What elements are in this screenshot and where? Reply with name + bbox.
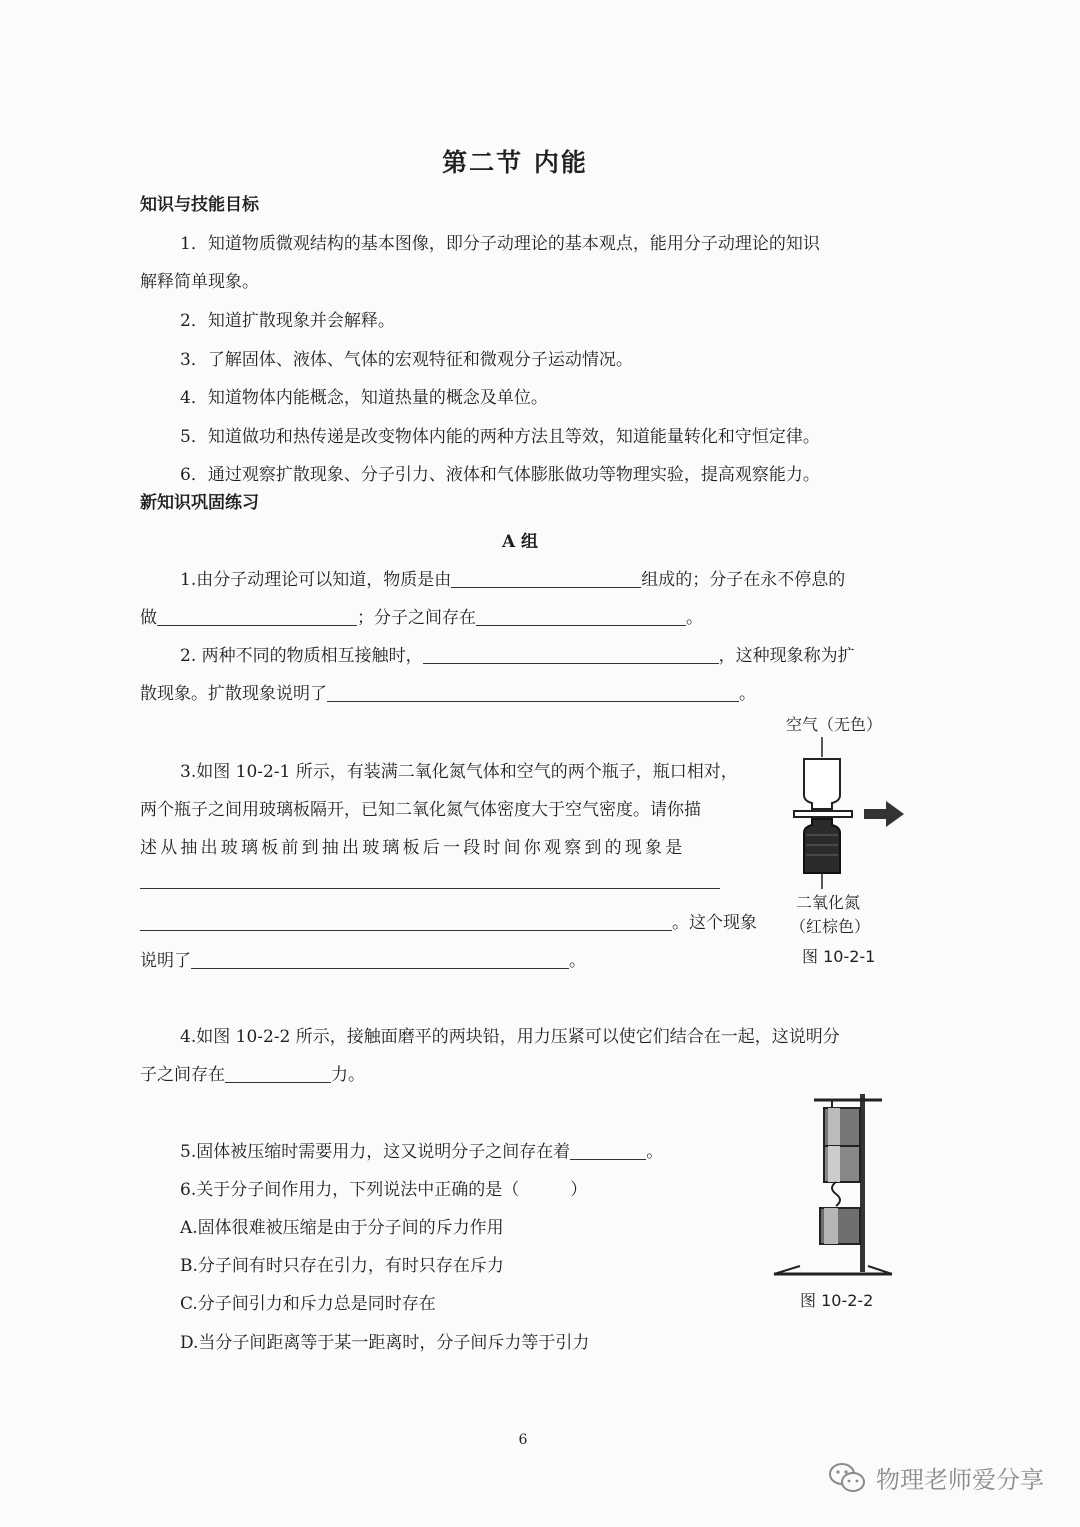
q4-text-b: 力。 bbox=[331, 1065, 365, 1085]
q3-text-l6: 。 bbox=[569, 951, 586, 971]
q2-text-b: ，这种现象称为扩 bbox=[718, 646, 855, 666]
question-3-line-1: 3.如图 10-2-1 所示，有装满二氧化氮气体和空气的两个瓶子，瓶口相对， bbox=[180, 762, 738, 782]
q1-blank-3[interactable] bbox=[476, 608, 686, 626]
section-heading-goals: 知识与技能目标 bbox=[140, 195, 259, 215]
question-1-line-2 bbox=[140, 603, 703, 628]
q1-text-e: 。 bbox=[686, 608, 703, 628]
q2-text-a: 2. 两种不同的物质相互接触时， bbox=[180, 646, 423, 666]
q5-blank[interactable] bbox=[570, 1142, 646, 1160]
question-4-line-1: 4.如图 10-2-2 所示，接触面磨平的两块铅，用力压紧可以使它们结合在一起，这说明分 bbox=[180, 1027, 840, 1047]
q1-text-d: ；分子之间存在 bbox=[357, 608, 476, 628]
question-4-line-2 bbox=[140, 1060, 365, 1085]
group-label: A 组 bbox=[501, 532, 539, 552]
q2-text-d: 。 bbox=[739, 684, 756, 704]
q4-blank[interactable] bbox=[225, 1065, 331, 1083]
page-number: 6 bbox=[518, 1432, 528, 1448]
goal-3: 3．了解固体、液体、气体的宏观特征和微观分子运动情况。 bbox=[180, 350, 633, 370]
q2-blank-1[interactable] bbox=[423, 646, 719, 664]
question-2-line-1 bbox=[180, 641, 855, 666]
q3-text-l5: 说明了 bbox=[140, 951, 191, 971]
section-heading-practice: 新知识巩固练习 bbox=[140, 493, 259, 513]
goal-2: 2．知道扩散现象并会解释。 bbox=[180, 311, 395, 331]
fig1-label-air: 空气（无色） bbox=[786, 715, 883, 734]
watermark-text: 物理老师爱分享 bbox=[876, 1466, 1044, 1494]
goal-4: 4．知道物体内能概念，知道热量的概念及单位。 bbox=[180, 388, 548, 408]
question-1-line-1 bbox=[180, 565, 845, 590]
q5-text-b: 。 bbox=[646, 1142, 664, 1162]
question-6-option-c[interactable]: C.分子间引力和斥力总是同时存在 bbox=[180, 1294, 436, 1314]
fig1-label-color: （红棕色） bbox=[790, 917, 871, 936]
goal-5: 5．知道做功和热传递是改变物体内能的两种方法且等效，知道能量转化和守恒定律。 bbox=[180, 427, 820, 447]
q4-text-a: 子之间存在 bbox=[140, 1065, 225, 1085]
q3-blank-1[interactable] bbox=[140, 888, 720, 889]
question-2-line-2 bbox=[140, 679, 756, 704]
q2-text-c: 散现象。扩散现象说明了 bbox=[140, 684, 327, 704]
goal-1-cont: 解释简单现象。 bbox=[140, 272, 259, 292]
page-title: 第二节 内能 bbox=[442, 148, 588, 177]
q3-blank-2[interactable] bbox=[140, 913, 672, 931]
question-3-line-5 bbox=[140, 946, 586, 971]
fig1-caption: 图 10-2-1 bbox=[802, 947, 876, 966]
question-6-option-b[interactable]: B.分子间有时只存在引力，有时只存在斥力 bbox=[180, 1256, 504, 1276]
question-3-line-2: 两个瓶子之间用玻璃板隔开，已知二氧化氮气体密度大于空气密度。请你描 bbox=[140, 800, 701, 820]
q1-blank-2[interactable] bbox=[157, 608, 357, 626]
question-5 bbox=[180, 1137, 663, 1162]
goal-1: 1．知道物质微观结构的基本图像，即分子动理论的基本观点，能用分子动理论的知识 bbox=[180, 234, 820, 254]
q5-text-a: 5.固体被压缩时需要用力，这又说明分子之间存在着 bbox=[180, 1142, 571, 1162]
question-3-line-3: 述从抽出玻璃板前到抽出玻璃板后一段时间你观察到的现象是 bbox=[140, 838, 686, 858]
q1-text-a: 1.由分子动理论可以知道，物质是由 bbox=[180, 570, 452, 590]
q1-blank-1[interactable] bbox=[451, 570, 641, 588]
fig1-label-no2: 二氧化氮 bbox=[796, 893, 861, 912]
q3-blank-3[interactable] bbox=[191, 951, 569, 969]
watermark bbox=[828, 1460, 1044, 1495]
q3-text-l4: 。这个现象 bbox=[672, 913, 757, 933]
goal-6: 6．通过观察扩散现象、分子引力、液体和气体膨胀做功等物理实验，提高观察能力。 bbox=[180, 465, 820, 485]
question-3-line-4 bbox=[140, 908, 757, 933]
lead-blocks-stand-figure bbox=[770, 1088, 900, 1284]
q1-text-c: 做 bbox=[140, 608, 157, 628]
diffusion-bottles-figure bbox=[790, 735, 910, 895]
question-6-option-d[interactable]: D.当分子间距离等于某一距离时，分子间斥力等于引力 bbox=[180, 1333, 590, 1353]
question-6-option-a[interactable]: A.固体很难被压缩是由于分子间的斥力作用 bbox=[180, 1218, 504, 1238]
wechat-icon bbox=[828, 1462, 866, 1494]
q2-blank-2[interactable] bbox=[327, 684, 739, 702]
question-6-stem: 6.关于分子间作用力，下列说法中正确的是（ ） bbox=[180, 1180, 588, 1200]
q1-text-b: 组成的；分子在永不停息的 bbox=[641, 570, 846, 590]
fig2-caption: 图 10-2-2 bbox=[800, 1291, 874, 1310]
